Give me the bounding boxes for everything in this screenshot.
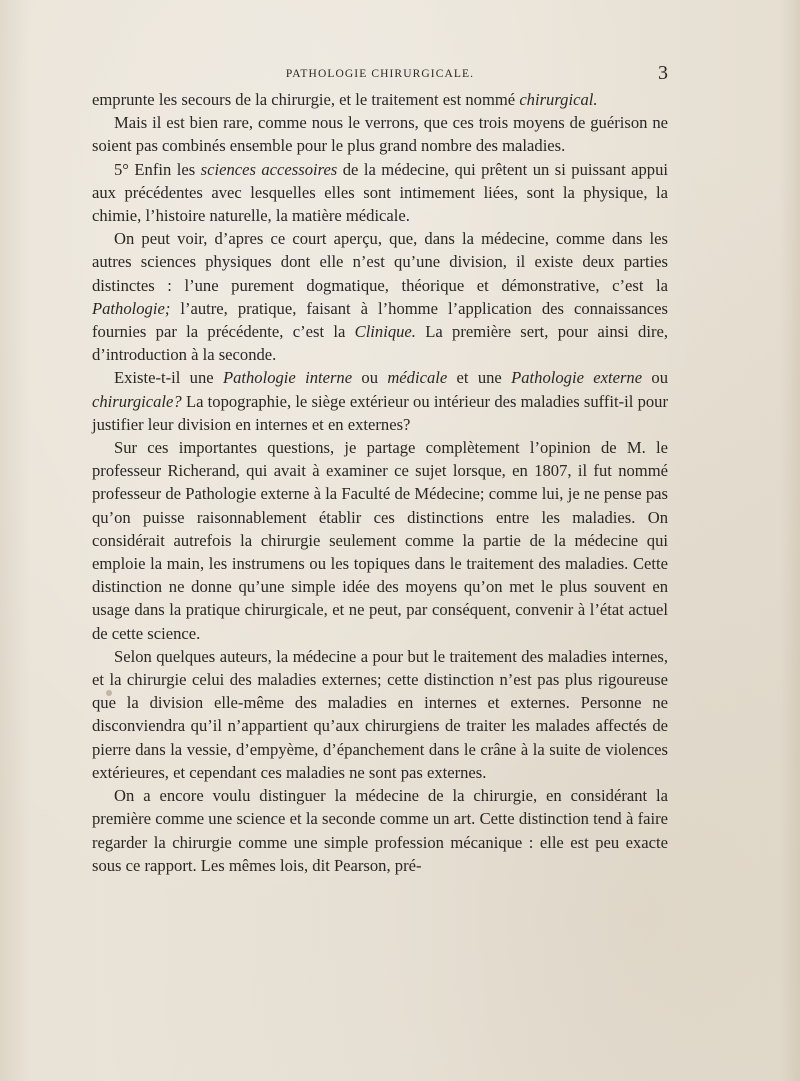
text-segment: de la médecine, qui prêtent un si puissant appui aux précédentes avec lesquelles elles sont intimement liées, sont la physique, la chimie, l’histoire naturelle, la matière médicale. — [92, 159, 669, 226]
italic-text: sciences accessoires — [200, 159, 338, 179]
italic-text: chirurgicale? — [92, 391, 182, 411]
foxing-spot — [106, 690, 112, 696]
paragraph — [92, 111, 668, 157]
text-segment: , il fut nommé professeur de Pathologie externe à la Faculté de Médecine; comme lui, je ne pense pas qu’on puisse raisonnablement établir ces distinctions entre les maladies. On considérait autrefois la chirurgie seulement comme la partie de la médecine qui emploie la main, les instrumens ou les topiques dans le traitement des maladies. Cette distinction ne donne qu’une simple idée des moyens qu’on met le plus souvent en usage dans la pratique chirurgicale, et ne peut, par conséquent, convenir à l’état actuel de cette science. — [92, 461, 668, 643]
text-segment: emprunte les secours de la chirurgie, et le traitement est nommé — [92, 90, 520, 109]
body-text — [92, 88, 668, 877]
text-segment: ou — [352, 368, 388, 388]
italic-text: chirurgical. — [519, 90, 598, 109]
paragraph — [92, 784, 668, 877]
text-segment: On a encore voulu distinguer la médecine de la chirurgie, en considérant la première comme une science et la seconde comme un art. Cette distinction tend à faire regarder la chirurgie comme une simple profession mécanique : elle est peu exacte sous ce rapport. Les mêmes lois, dit Pearson, pré- — [92, 786, 668, 875]
running-title: PATHOLOGIE CHIRURGICALE. — [285, 68, 475, 80]
text-segment: Selon quelques auteurs, la médecine a pour but le traitement des maladies internes, et la chirurgie celui des maladies externes; cette distinction n’est pas plus rigoureuse que la division elle-même des maladies en internes et externes. Personne ne disconviendra qu’il n’appartient qu’aux chirurgiens de traiter les malades affectés de pierre dans la vessie, d’empyème, d’épanchement dans le crâne à la suite de violences extérieures, et cependant ces maladies ne sont pas externes. — [92, 646, 668, 782]
text-segment: Mais il est bien rare, comme nous le verrons, que ces trois moyens de guérison ne soient pas combinés ensemble pour le plus grand nombre des maladies. — [92, 113, 668, 156]
text-segment: et une — [447, 368, 512, 388]
paragraph — [92, 227, 668, 366]
italic-text: Pathologie; — [92, 298, 171, 318]
page-number: 3 — [658, 62, 668, 84]
paragraph — [92, 158, 668, 228]
paragraph — [92, 645, 668, 784]
text-segment: 1807 — [534, 461, 568, 481]
text-segment: Sur ces importantes questions, je partage complètement l’opinion de M. le professeur Richerand, qui avait à examiner ce sujet lorsque, en — [92, 438, 668, 481]
running-head — [92, 62, 668, 86]
text-segment: l’autre, pratique, faisant à l’homme l’application des connaissances fournies par la précédente, c’est la — [92, 298, 668, 342]
paragraph — [92, 88, 668, 111]
italic-text: Clinique. — [354, 322, 416, 342]
text-segment: Existe-t-il une — [114, 368, 223, 388]
text-segment: La première sert, pour ainsi dire, d’introduction à la seconde. — [92, 322, 668, 365]
text-segment: 5° Enfin les — [114, 159, 201, 179]
italic-text: médicale — [387, 368, 448, 388]
italic-text: Pathologie interne — [222, 368, 353, 388]
paragraph — [92, 436, 668, 645]
text-segment: La topographie, le siège extérieur ou intérieur des maladies suffit-il pour justifier leur division en internes et en externes? — [92, 391, 668, 434]
text-segment: On peut voir, d’apres ce court aperçu, que, dans la médecine, comme dans les autres sciences physiques dont elle n’est qu’une division, il existe deux parties distinctes : l’une purement dogmatique, théorique et démonstrative, c’est la — [92, 229, 668, 295]
text-segment: ou — [642, 368, 669, 388]
paragraph — [92, 366, 668, 436]
italic-text: Pathologie externe — [511, 368, 643, 388]
